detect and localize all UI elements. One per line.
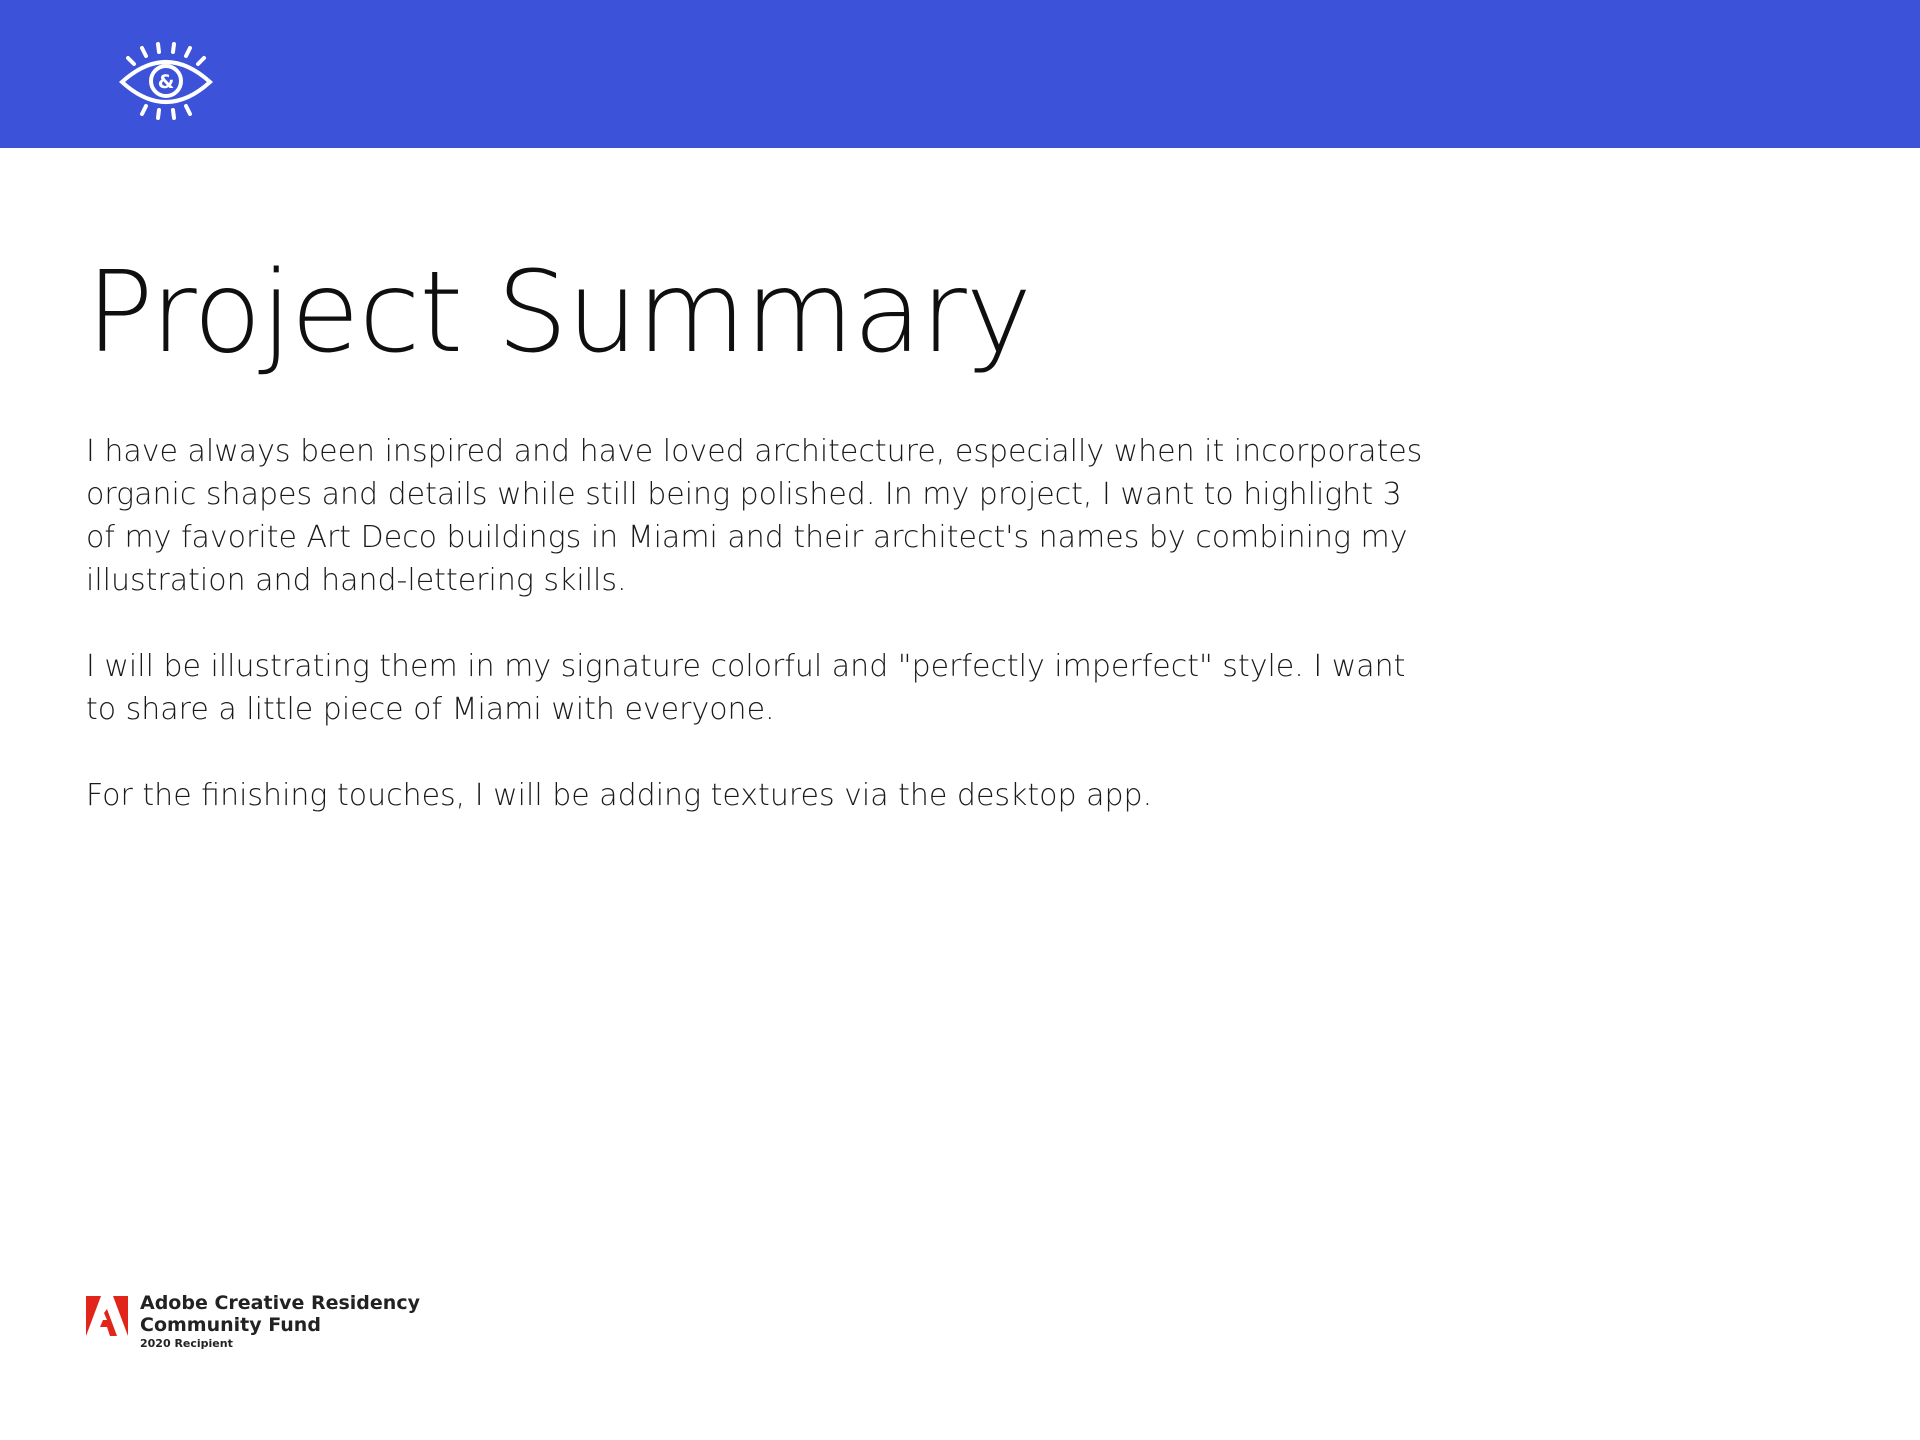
logo-glyph: & bbox=[157, 71, 175, 93]
summary-paragraph-2: I will be illustrating them in my signature colorful and "perfectly imperfect" style. I want to share a little piece of Miami with everyone. bbox=[86, 649, 1406, 727]
adobe-logo-icon bbox=[86, 1296, 128, 1336]
page-title: Project Summary bbox=[86, 248, 1032, 378]
footer-line-1: Adobe Creative Residency bbox=[140, 1292, 420, 1314]
footer-line-3: 2020 Recipient bbox=[140, 1337, 233, 1350]
footer-line-2: Community Fund bbox=[140, 1314, 321, 1336]
summary-paragraph-3: For the finishing touches, I will be adding textures via the desktop app. bbox=[86, 778, 1153, 813]
header-bar bbox=[0, 0, 1920, 148]
footer-branding bbox=[86, 1292, 420, 1352]
eye-ampersand-icon bbox=[118, 42, 214, 122]
summary-body bbox=[86, 430, 1426, 860]
footer-text bbox=[140, 1292, 420, 1352]
summary-paragraph-1: I have always been inspired and have loved architecture, especially when it incorporates organic shapes and details while still being polished. In my project, I want to highlight 3 of my favorite Art Deco buildings in Miami and their architect's names by combining my illustration and hand-lettering skills. bbox=[86, 434, 1423, 598]
